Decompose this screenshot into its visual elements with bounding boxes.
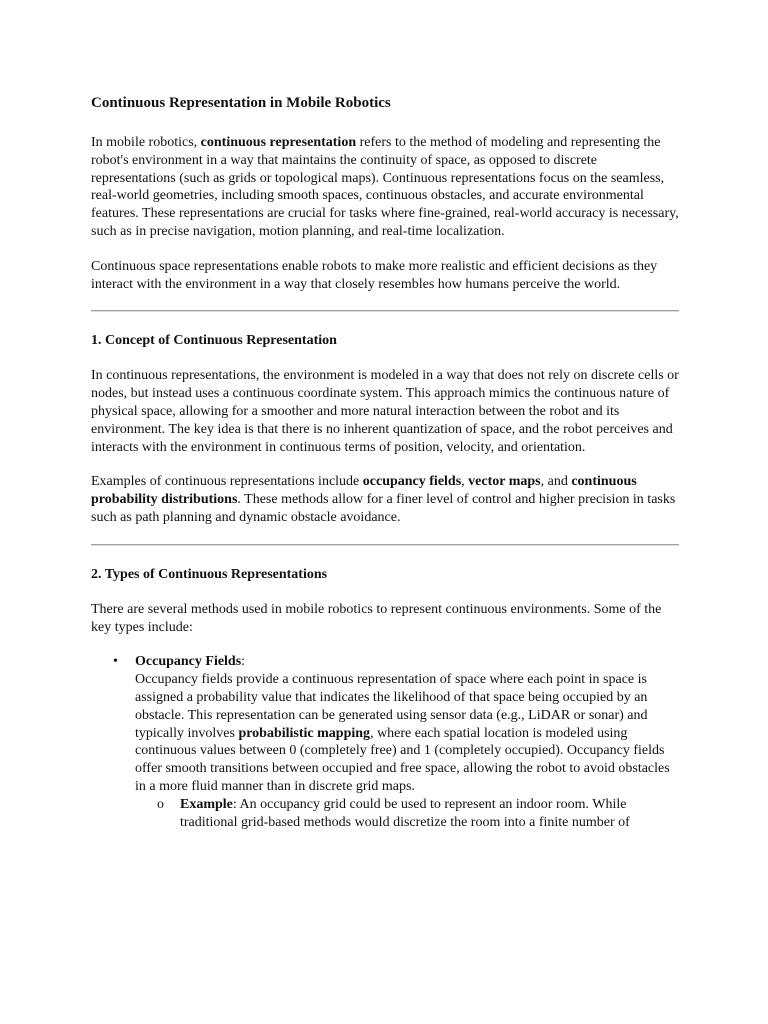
term-probabilistic-mapping: probabilistic mapping xyxy=(238,725,371,741)
document-title: Continuous Representation in Mobile Robotics xyxy=(91,95,391,111)
text-run: : xyxy=(241,654,246,670)
intro-emphasis: continuous representation xyxy=(200,135,357,150)
text-run: , xyxy=(461,474,469,490)
term-occupancy-fields: occupancy fields xyxy=(362,474,462,490)
list-item-text-cont: , where each spatial location is modeled using continuous values between 0 (completely free) and 1 (completely occupied). Occupancy fields offer smooth transitions between occupied and free space, allowing the robot to avoid obstacles in a more fluid manner than in discrete grid maps. xyxy=(135,725,670,794)
term-vector-maps: vector maps xyxy=(468,474,541,490)
list-item-title: Occupancy Fields xyxy=(135,654,242,670)
intro-text-cont: refers to the method of modeling and representing the robot's environment in a way that maintains the continuity of space, as opposed to discrete representations (such as grids or topological maps). Continuous representations focus on the seamless, real-world geometries, including smooth spaces, continuous obstacles, and accurate environmental features. These representations are crucial for tasks where fine-grained, real-world accuracy is necessary, such as in precise navigation, motion planning, and real-time localization. xyxy=(91,135,679,239)
section-1-paragraph-2 xyxy=(91,473,679,526)
sub-list xyxy=(135,796,679,832)
text-run: , and xyxy=(540,474,572,490)
section-divider xyxy=(91,310,679,312)
document-page xyxy=(91,94,679,831)
intro-paragraph-1 xyxy=(91,134,679,241)
intro-text: In mobile robotics, xyxy=(91,135,201,150)
sub-list-item xyxy=(157,796,679,832)
section-divider xyxy=(91,544,679,546)
section-2-paragraph-1: There are several methods used in mobile robotics to represent continuous environments. Some of the key types include: xyxy=(91,601,662,635)
text-run: Examples of continuous representations include xyxy=(91,474,363,490)
section-2-heading: 2. Types of Continuous Representations xyxy=(91,566,328,582)
list-item xyxy=(113,653,679,831)
section-1-paragraph-1: In continuous representations, the environment is modeled in a way that does not rely on discrete cells or nodes, but instead uses a continuous coordinate system. This approach mimics the continuous nature of physical space, allowing for a smoother and more natural interaction between the robot and its environment. The key idea is that there is no inherent quantization of space, and the robot perceives and interacts with the environment in continuous terms of position, velocity, and orientation. xyxy=(91,368,679,455)
list-item-text: Occupancy fields provide a continuous representation of space where each point in space is assigned a probability value that indicates the likelihood of that space being occupied by an obstacle. This representation can be generated using sensor data (e.g., LiDAR or sonar) and typically involves xyxy=(135,672,648,741)
example-text: : An occupancy grid could be used to represent an indoor room. While traditional grid-based methods would discretize the room into a finite number of xyxy=(180,796,630,830)
intro-paragraph-2: Continuous space representations enable robots to make more realistic and efficient decisions as they interact with the environment in a way that closely resembles how humans perceive the world. xyxy=(91,258,658,292)
section-1-heading: 1. Concept of Continuous Representation xyxy=(91,333,337,349)
circle-bullet-icon: o xyxy=(157,796,164,812)
text-run: . These methods allow for a finer level of control and higher precision in tasks such as path planning and dynamic obstacle avoidance. xyxy=(91,492,676,525)
bullet-icon: • xyxy=(113,654,118,670)
term-continuous-probability: continuous probability distributions xyxy=(91,474,637,508)
example-label: Example xyxy=(180,796,233,812)
types-list xyxy=(91,653,679,831)
